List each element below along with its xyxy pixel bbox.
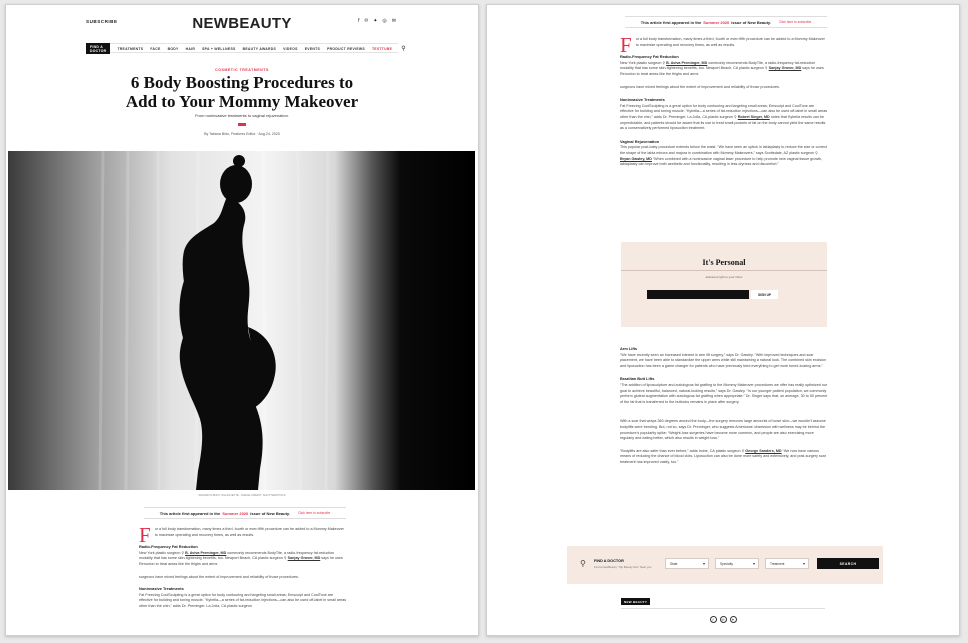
ni-text-b: notes that Kybella results can be unpredictable, and patients should be aware that its use to treat small pockets of fat on the body cannot yield the same results as a conservatively performed liposuction treatment. — [620, 114, 826, 131]
site-header — [6, 5, 478, 39]
rf-text-b: commonly recommends BodyTite, a radio-frequency fat-reduction modality that has some skin-tightening benefits, too. Newport Beach, CA plastic surgeon — [139, 550, 335, 561]
search-icon[interactable]: ⚲ — [401, 46, 406, 52]
issue-notice — [144, 507, 346, 519]
bodylift-safety-paragraph — [620, 449, 828, 466]
doctor-link[interactable]: B. Aviva Preminger, MD — [185, 550, 227, 555]
bodylift-text-b: “We now have various means of reducing the chance of blood clots. Liposuction can also be done more safely and extensively, and post-surgery scar treatment has improved vastly, too.” — [620, 448, 826, 464]
social-links — [358, 18, 396, 24]
nav-treatments[interactable]: TREATMENTS — [117, 46, 144, 51]
bodylift-trend-paragraph: With a scar that wraps 360 degrees around the body—the surgery removes large amounts of loose skin—we wouldn’t assume bodylifts were trending. But, not so, says Dr. Preminger, who suggests Americans’ obsession with wellness may be behind the procedure’s popularity spike: “Weight-loss surgeries have become more common, and people are also exercising more regularly and eating better, which also results in weight loss.” — [620, 419, 826, 441]
ni-text-a: Fat Freezing CoolSculpting is a great option for body contouring and targeting small areas; Emsculpt and CoolTone are effective for building and toning muscle. “Kybella—a series of fat-reduction injections—can also be used off-label in small areas other than the chin,” adds Dr. Preminger. La Jolla, CA plastic surgeon — [620, 103, 828, 119]
finder-title: FIND A DOCTOR — [594, 559, 624, 563]
article-byline: By Tatiana Bido, Features Editor · Aug 24, 2020 — [204, 132, 280, 136]
search-icon: ⚲ — [741, 448, 745, 453]
search-icon: ⚲ — [733, 114, 737, 119]
doctor-link[interactable]: Sanjay Grover, MD — [768, 66, 802, 71]
doctor-link[interactable]: George Sanders, MD — [745, 448, 782, 453]
subscribe-cta-link[interactable]: Click here to subscribe — [297, 511, 331, 515]
pinterest-icon[interactable]: ℗ — [720, 616, 727, 623]
promo-divider — [621, 270, 827, 271]
email-input[interactable] — [647, 290, 749, 299]
issue-notice-issue[interactable]: Summer 2020 — [222, 510, 249, 516]
footer-social-links — [487, 616, 959, 623]
bbl-paragraph: “The addition of liposculpture and autologous fat grafting to the Mommy Makeover procedures we offer has really optimized our goal to achieve beautiful, balanced, natural-looking results,” says Dr. Gawley. “In our younger patient population, we commonly perform gluteal augmentation with autologous fat grafting when appropriate.” Dr. Singer says that, on average, 30 to 50 percent of the fat that is transferred to the buttocks remains in place after surgery. — [620, 382, 828, 404]
section-heading-arm-lifts: Arm Lifts — [620, 346, 638, 351]
mixed-paragraph: surgeons have mixed feelings about the extent of improvement and reliability of those procedures. — [139, 574, 299, 579]
sign-up-button[interactable]: SIGN UP — [751, 290, 778, 299]
intro-paragraph: or a full body transformation, many times a third, fourth or even fifth procedure can be added to a Mommy Makeover to maximize operating and recovery times, as well as results. — [154, 527, 344, 537]
hero-image — [8, 151, 475, 490]
twitter-icon[interactable]: ✦ — [730, 616, 737, 623]
article-body-right — [620, 33, 828, 168]
vr-text-b: “When combined with a noninvasive vaginal laser procedure to help promote new vaginal tissue growth, labiaplasty can improve both aesthetic and functionality, resulting in less dryness and discomfort.” — [620, 156, 823, 167]
rf-paragraph — [620, 61, 828, 78]
nav-events[interactable]: EVENTS — [304, 46, 321, 51]
instagram-icon[interactable]: ◎ — [382, 18, 387, 24]
section-heading-rf: Radio-Frequency Fat Reduction — [139, 544, 198, 550]
finder-subtitle: Find a NewBeauty “Top Beauty Doc” Near you. — [594, 565, 653, 569]
vr-text-a: This popular post-baby procedure extends below the waist. “We have seen an uptick in labiaplasty to reduce the size or correct the shape of the labia minora and majora in combination with Mommy Makeovers,” says Scottsdale, AZ plastic surgeon — [620, 145, 827, 155]
footer-divider — [621, 608, 825, 609]
intro-paragraph: or a full body transformation, many times a third, fourth or even fifth procedure can be added to a Mommy Makeover to maximize operating and recovery times, as well as results. — [635, 37, 825, 47]
vaginal-paragraph — [620, 145, 828, 167]
doctor-link[interactable]: B. Aviva Preminger, MD — [666, 60, 708, 65]
page-left — [5, 4, 479, 636]
article-body-continued — [620, 340, 828, 466]
noninvasive-paragraph: Fat Freezing CoolSculpting is a great option for body contouring and targeting small areas; Emsculpt and CoolTone are effective for building and toning muscle. “Kybella—a series of fat-reduction injections—can also be used off-label in small areas other than the chin,” adds Dr. Preminger. La Jolla, CA plastic surgeon — [139, 592, 347, 608]
title-divider — [238, 123, 246, 126]
search-icon: ⚲ — [764, 66, 768, 71]
section-heading-vaginal: Vaginal Rejuvenation — [620, 138, 660, 144]
title-line-1: 6 Body Boosting Procedures to — [130, 73, 354, 92]
article-dek: From noninvasive treatments to vaginal rejuvenation. — [195, 113, 289, 118]
subscribe-cta-link[interactable]: Click here to subscribe — [778, 20, 812, 24]
rf-text-a: New York plastic surgeon — [620, 60, 662, 65]
issue-notice-issue[interactable]: Summer 2020 — [703, 19, 730, 25]
nav-body[interactable]: BODY — [167, 46, 179, 51]
issue-notice — [625, 16, 827, 28]
nav-product-reviews[interactable]: PRODUCT REVIEWS — [327, 46, 365, 51]
newsletter-promo — [621, 242, 827, 327]
rf-text-a: New York plastic surgeon — [139, 550, 181, 555]
section-heading-rf: Radio-Frequency Fat Reduction — [620, 54, 679, 60]
issue-notice-pre: This article first appeared in the — [159, 510, 221, 516]
find-doctor-widget — [567, 546, 883, 584]
find-doctor-button[interactable]: FIND A DOCTOR — [86, 43, 110, 54]
search-icon: ⚲ — [662, 60, 666, 65]
article-title — [66, 73, 418, 111]
doctor-link[interactable]: Robert Singer, MD — [737, 114, 770, 119]
finder-search-button[interactable]: SEARCH — [817, 558, 879, 569]
main-nav — [86, 43, 406, 53]
search-icon: ⚲ — [580, 559, 586, 568]
pinterest-icon[interactable]: ℗ — [364, 18, 369, 24]
mixed-paragraph: surgeons have mixed feelings about the extent of improvement and reliability of those procedures. — [620, 84, 780, 89]
search-icon: ⚲ — [181, 550, 185, 555]
article-body-left — [139, 523, 347, 610]
promo-title: It's Personal — [702, 258, 746, 267]
image-caption: WOMAN'S BODY SILHOUETTE - IMAGE CREDIT: SHUTTERSTOCK — [198, 493, 286, 497]
treatment-select[interactable]: Treatment ▾ — [765, 558, 809, 569]
nav-beauty-awards[interactable]: BEAUTY AWARDS — [242, 46, 277, 51]
arm-lifts-paragraph: “We have recently seen an increased interest in arm lift surgery,” says Dr. Gawley. “With improved techniques and scar placement, we have been able to standardize the upper arms while still maintaining a natural look. The combined skin excision and liposuction has been a game changer for patients who have previously tried everything to get more toned-looking arms.” — [620, 352, 827, 368]
twitter-icon[interactable]: ✦ — [373, 18, 378, 24]
nav-videos[interactable]: VIDEOS — [283, 46, 298, 51]
bodylift-text-a: “Bodylifts are also safer than ever before,” adds Irvine, CA plastic surgeon — [620, 448, 741, 453]
noninvasive-paragraph — [620, 104, 828, 132]
facebook-icon[interactable]: f — [358, 18, 360, 24]
doctor-link[interactable]: Bryan Gawley, MD — [620, 156, 652, 161]
rf-text-c: says he uses Renuvion to treat areas like the thighs and arms — [139, 556, 343, 566]
rf-text-c: says he uses Renuvion to treat areas like the thighs and arms — [620, 66, 824, 76]
section-heading-noninvasive: Noninvasive Treatments — [620, 97, 665, 103]
nav-testtube[interactable]: TESTTUBE — [371, 46, 393, 51]
issue-notice-post: issue of New Beauty. — [250, 510, 290, 516]
rf-text-b: commonly recommends BodyTite, a radio-frequency fat-reduction modality that has some skin-tightening benefits, too. Newport Beach, CA plastic surgeon — [620, 60, 816, 71]
email-icon[interactable]: ✉ — [391, 18, 396, 24]
doctor-link[interactable]: Sanjay Grover, MD — [287, 556, 321, 561]
state-select[interactable]: State ▾ — [665, 558, 709, 569]
section-heading-bbl: Brazilian Butt Lifts — [620, 376, 655, 382]
drop-cap: F — [139, 523, 151, 547]
page-right — [486, 4, 960, 636]
pregnant-silhouette-image — [8, 151, 475, 490]
section-heading-noninvasive: Noninvasive Treatments — [139, 586, 184, 592]
title-line-2: Add to Your Mommy Makeover — [125, 92, 359, 111]
article-category[interactable]: COSMETIC TREATMENTS — [215, 68, 269, 72]
nav-face[interactable]: FACE — [150, 46, 161, 51]
footer-logo[interactable]: NEW BEAUTY — [621, 598, 650, 605]
issue-notice-pre: This article first appeared in the — [640, 19, 702, 25]
nav-spa-wellness[interactable]: SPA + WELLNESS — [202, 46, 236, 51]
facebook-icon[interactable]: f — [710, 616, 717, 623]
nav-hair[interactable]: HAIR — [185, 46, 196, 51]
promo-subtitle: delivered right to your inbox — [705, 275, 743, 279]
search-icon: ⚲ — [283, 556, 287, 561]
site-logo[interactable]: NEWBEAUTY — [192, 15, 292, 32]
rf-paragraph — [139, 551, 347, 568]
drop-cap: F — [620, 33, 632, 57]
issue-notice-post: issue of New Beauty. — [731, 19, 771, 25]
specialty-select[interactable]: Specialty ▾ — [715, 558, 759, 569]
subscribe-link[interactable]: SUBSCRIBE — [86, 19, 118, 24]
search-icon: ⚲ — [815, 150, 818, 155]
